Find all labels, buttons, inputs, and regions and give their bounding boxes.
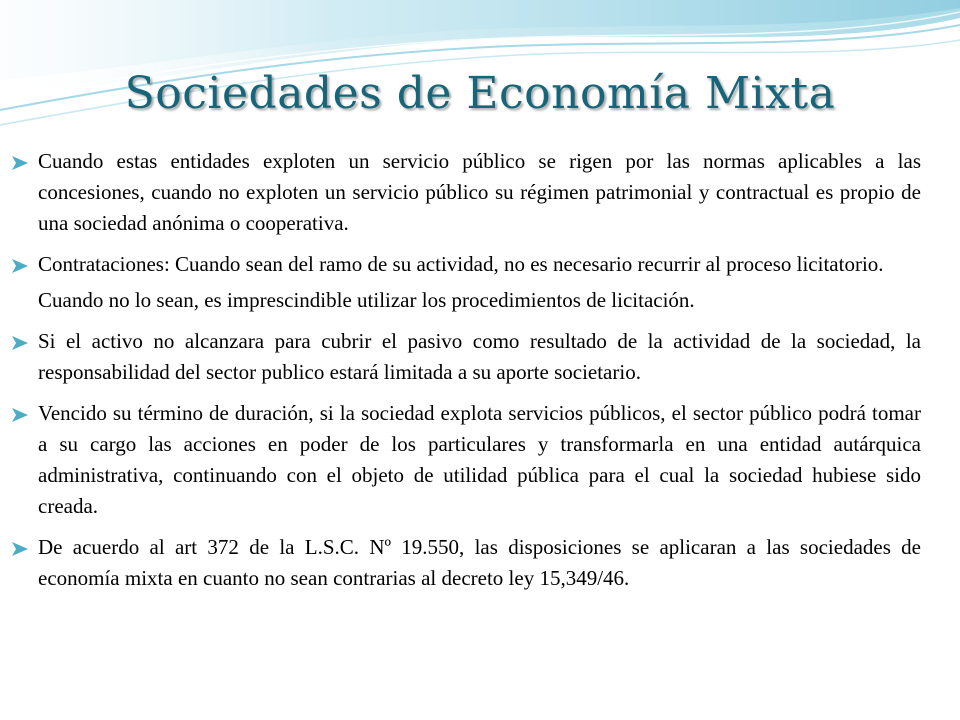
- slide-title: Sociedades de Economía Mixta: [124, 68, 836, 119]
- bullet-item-5: [38, 532, 921, 594]
- arrow-bullet-icon: [12, 408, 28, 422]
- arrow-bullet-icon: [12, 156, 28, 170]
- bullet-text: Cuando estas entidades exploten un servicio público se rigen por las normas aplicables a las concesiones, cuando no exploten un servicio público su régimen patrimonial y contractual es propio de una sociedad anónima o cooperativa.: [38, 149, 921, 235]
- bullet-text: Si el activo no alcanzara para cubrir el pasivo como resultado de la actividad de la sociedad, la responsabilidad del sector publico estará limitada a su aporte societario.: [38, 329, 921, 384]
- bullet-continuation: Cuando no lo sean, es imprescindible utilizar los procedimientos de licitación.: [38, 288, 695, 312]
- bullet-item-3: [38, 326, 921, 388]
- bullet-item-2: [38, 249, 921, 280]
- bullet-text: Vencido su término de duración, si la sociedad explota servicios públicos, el sector público podrá tomar a su cargo las acciones en poder de los particulares y transformarla en una entidad autárquica administrativa, continuando con el objeto de utilidad pública para el cual la sociedad hubiese sido creada.: [38, 401, 921, 518]
- arrow-bullet-icon: [12, 542, 28, 556]
- bullet-item-1: [38, 146, 921, 239]
- bullet-text: Contrataciones: Cuando sean del ramo de su actividad, no es necesario recurrir al proceso licitatorio.: [38, 252, 884, 276]
- bullet-item-4: [38, 398, 921, 522]
- slide-content: [0, 146, 960, 594]
- arrow-bullet-icon: [12, 259, 28, 273]
- bullet-text: De acuerdo al art 372 de la L.S.C. Nº 19.550, las disposiciones se aplicaran a las sociedades de economía mixta en cuanto no sean contrarias al decreto ley 15,349/46.: [38, 535, 921, 590]
- arrow-bullet-icon: [12, 336, 28, 350]
